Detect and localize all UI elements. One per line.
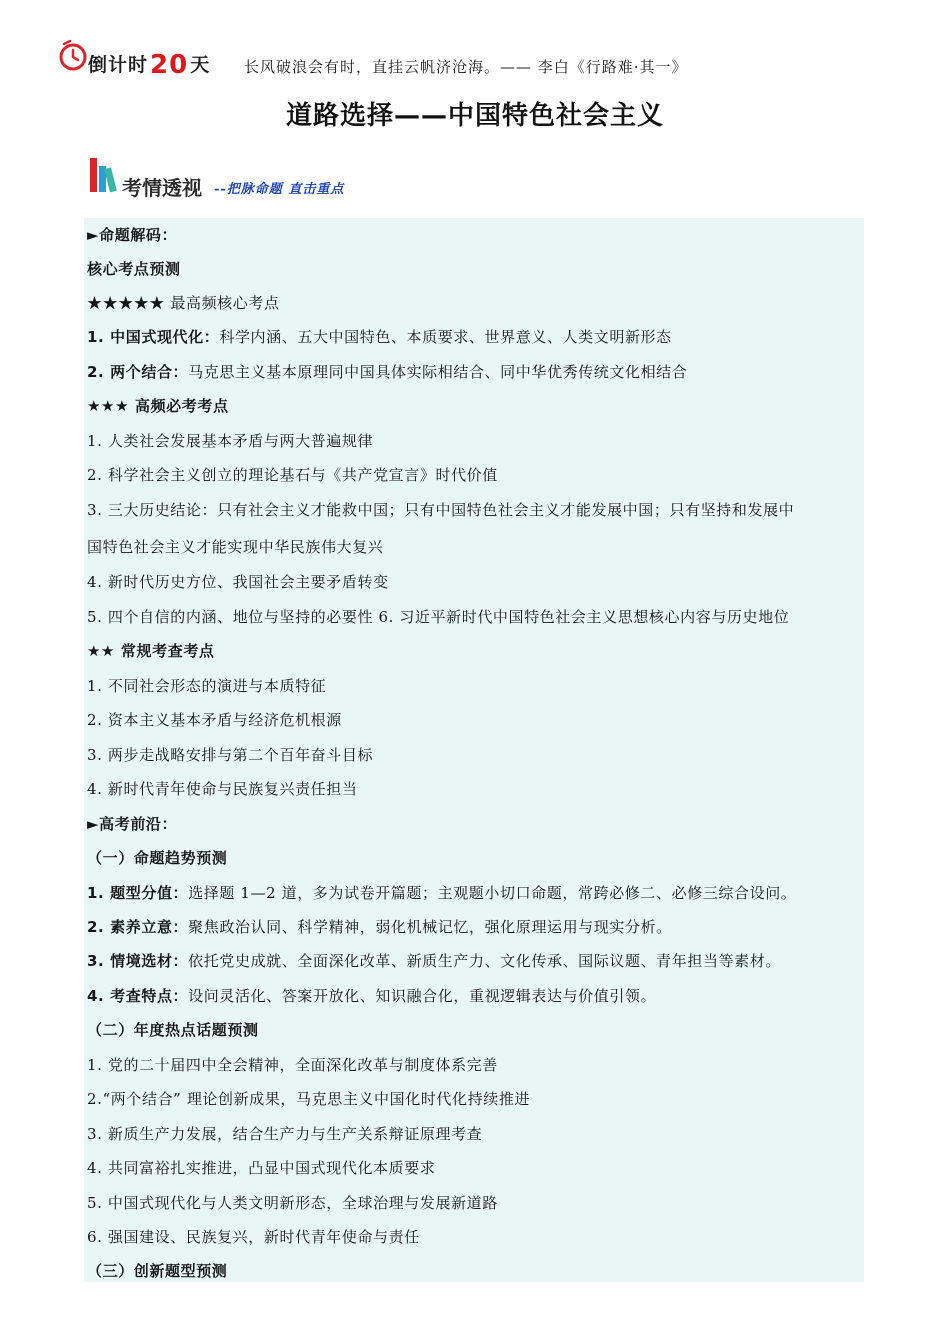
line-text: 科学内涵、五大中国特色、本质要求、世界意义、人类文明新形态 <box>219 328 672 346</box>
content-line: ►高考前沿： <box>87 815 178 833</box>
motto-quote: 长风破浪会有时，直挂云帆济沧海。—— 李白《行路难·其一》 <box>244 58 688 76</box>
content-line: 6. 强国建设、民族复兴，新时代青年使命与责任 <box>87 1228 420 1246</box>
countdown-prefix: 倒计时 <box>88 54 149 76</box>
content-line: ★★★ 高频必考考点 <box>87 397 229 415</box>
content-line: 国特色社会主义才能实现中华民族伟大复兴 <box>87 538 384 556</box>
content-line <box>87 361 687 382</box>
content-line <box>87 882 796 903</box>
line-lead: 4. 考查特点： <box>87 987 189 1005</box>
countdown-badge <box>88 48 210 78</box>
section-title: 考情透视 <box>122 176 202 200</box>
line-lead: 1. 题型分值： <box>87 884 189 902</box>
content-line <box>87 985 656 1006</box>
content-line: 5. 中国式现代化与人类文明新形态，全球治理与发展新道路 <box>87 1194 498 1212</box>
clock-icon <box>56 38 90 72</box>
content-line: 5. 四个自信的内涵、地位与坚持的必要性 6. 习近平新时代中国特色社会主义思想核心内容与历史地位 <box>87 608 790 626</box>
content-line: 3. 三大历史结论：只有社会主义才能救中国；只有中国特色社会主义才能发展中国；只有坚持和发展中 <box>87 501 795 519</box>
content-line: 3. 两步走战略安排与第二个百年奋斗目标 <box>87 746 374 764</box>
content-line: 1. 不同社会形态的演进与本质特征 <box>87 677 327 695</box>
line-text: 马克思主义基本原理同中国具体实际相结合、同中华优秀传统文化相结合 <box>188 363 688 381</box>
countdown-number: 20 <box>150 50 189 80</box>
content-panel <box>84 218 864 1282</box>
content-line: 4. 新时代青年使命与民族复兴责任担当 <box>87 780 358 798</box>
content-line: 2. 科学社会主义创立的理论基石与《共产党宣言》时代价值 <box>87 466 498 484</box>
content-line: 核心考点预测 <box>87 260 181 278</box>
line-text: 选择题 1—2 道，多为试卷开篇题；主观题小切口命题，常跨必修二、必修三综合设问。 <box>188 884 797 902</box>
content-line: 3. 新质生产力发展，结合生产力与生产关系辩证原理考查 <box>87 1125 483 1143</box>
document-title: 道路选择——中国特色社会主义 <box>285 101 664 131</box>
line-text: 依托党史成就、全面深化改革、新质生产力、文化传承、国际议题、青年担当等素材。 <box>188 952 781 970</box>
page-header <box>50 32 910 82</box>
content-line: 2.“两个结合” 理论创新成果，马克思主义中国化时代化持续推进 <box>87 1090 531 1108</box>
line-lead: 2. 两个结合： <box>87 363 189 381</box>
content-line: ★★★★★ 最高频核心考点 <box>87 294 280 312</box>
content-line: 2. 资本主义基本矛盾与经济危机根源 <box>87 711 342 729</box>
content-line: （一）命题趋势预测 <box>87 849 228 867</box>
content-line <box>87 326 672 347</box>
content-line: ★★ 常规考查考点 <box>87 642 215 660</box>
line-lead: 1. 中国式现代化： <box>87 328 220 346</box>
line-lead: 3. 情境选材： <box>87 952 189 970</box>
line-text: 聚焦政治认同、科学精神，弱化机械记忆，强化原理运用与现实分析。 <box>188 918 672 936</box>
countdown-suffix: 天 <box>190 54 211 76</box>
books-icon <box>88 154 122 194</box>
content-line: ►命题解码： <box>87 226 178 244</box>
line-lead: 2. 素养立意： <box>87 918 189 936</box>
content-line: 1. 人类社会发展基本矛盾与两大普遍规律 <box>87 432 374 450</box>
section-banner <box>88 150 588 200</box>
line-text: 设问灵活化、答案开放化、知识融合化，重视逻辑表达与价值引领。 <box>188 987 657 1005</box>
content-line: （二）年度热点话题预测 <box>87 1021 259 1039</box>
content-line: （三）创新题型预测 <box>87 1262 228 1280</box>
content-line: 1. 党的二十届四中全会精神，全面深化改革与制度体系完善 <box>87 1056 498 1074</box>
content-line <box>87 950 781 971</box>
content-line: 4. 新时代历史方位、我国社会主要矛盾转变 <box>87 573 389 591</box>
content-line <box>87 916 672 937</box>
content-line: 4. 共同富裕扎实推进，凸显中国式现代化本质要求 <box>87 1159 436 1177</box>
section-subtitle: --把脉命题 直击重点 <box>214 182 345 197</box>
